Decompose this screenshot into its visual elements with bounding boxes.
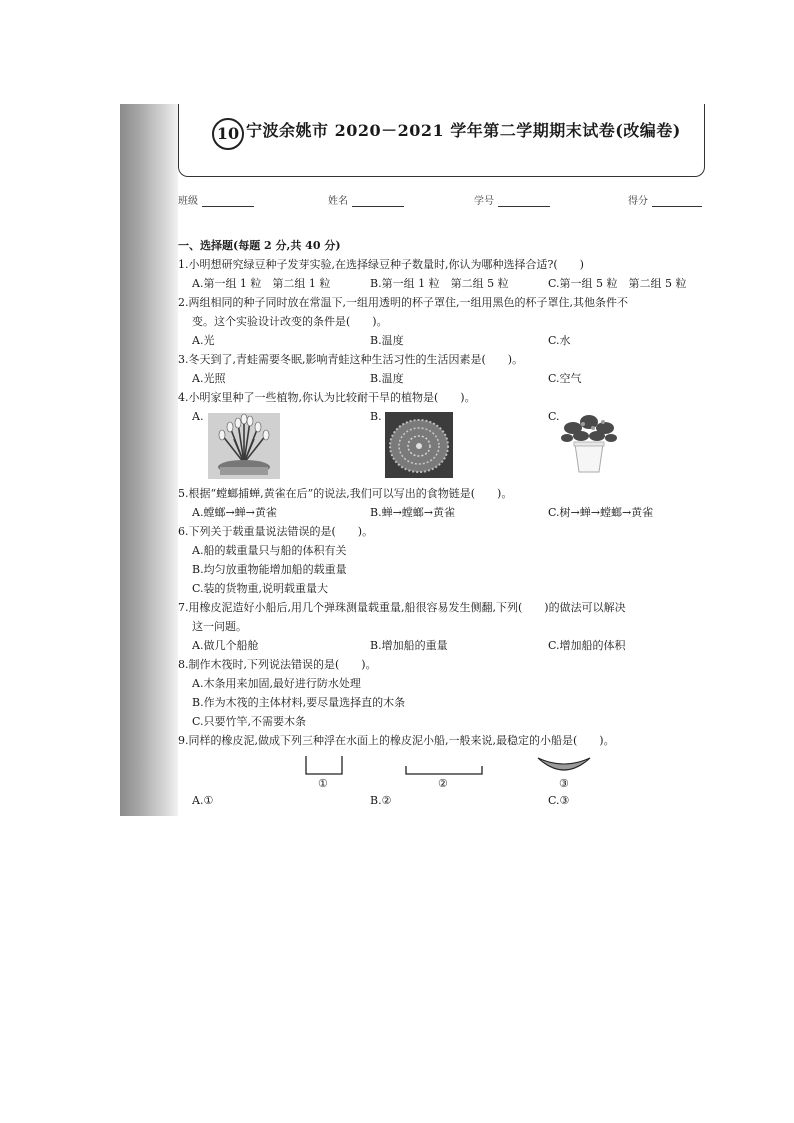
question-3-option-c: C.空气 bbox=[548, 372, 582, 385]
id-label: 学号 bbox=[474, 196, 494, 207]
question-7-stem-line1: 7.用橡皮泥造好小船后,用几个弹珠测量载重量,船很容易发生侧翻,下列( )的做法可以解决 bbox=[178, 601, 626, 614]
question-6-option-b: B.均匀放重物能增加船的载重量 bbox=[192, 563, 347, 576]
question-2-stem-line2: 变。这个实验设计改变的条件是( )。 bbox=[192, 315, 388, 328]
question-1-option-b: B.第一组 1 粒 第二组 5 粒 bbox=[370, 277, 509, 290]
potted-plant-image bbox=[559, 410, 619, 474]
question-5-stem: 5.根据“螳螂捕蝉,黄雀在后”的说法,我们可以写出的食物链是( )。 bbox=[178, 487, 513, 500]
boat-1-label: ① bbox=[318, 777, 328, 790]
class-blank bbox=[202, 197, 254, 207]
boat-2-shape bbox=[406, 766, 482, 774]
question-4-stem: 4.小明家里种了一些植物,你认为比较耐干旱的植物是( )。 bbox=[178, 391, 476, 404]
score-label: 得分 bbox=[628, 196, 648, 207]
question-7-option-b: B.增加船的重量 bbox=[370, 639, 448, 652]
question-4-option-c: C. bbox=[548, 410, 560, 423]
question-2-option-a: A.光 bbox=[192, 334, 215, 347]
class-field bbox=[178, 192, 254, 207]
flower-plant-image bbox=[208, 413, 280, 479]
question-1-option-c: C.第一组 5 粒 第二组 5 粒 bbox=[548, 277, 687, 290]
question-7-option-c: C.增加船的体积 bbox=[548, 639, 626, 652]
boat-diagrams bbox=[300, 752, 640, 782]
question-8-stem: 8.制作木筏时,下列说法错误的是( )。 bbox=[178, 658, 377, 671]
question-3-stem: 3.冬天到了,青蛙需要冬眠,影响青蛙这种生活习性的生活因素是( )。 bbox=[178, 353, 524, 366]
question-2-option-c: C.水 bbox=[548, 334, 571, 347]
paper-number: 10 bbox=[212, 118, 244, 150]
question-9-option-c: C.③ bbox=[548, 794, 570, 807]
question-5-option-b: B.蝉→螳螂→黄雀 bbox=[370, 506, 456, 519]
question-4-option-a: A. bbox=[192, 410, 204, 423]
question-5-option-a: A.螳螂→蝉→黄雀 bbox=[192, 506, 277, 519]
question-6-option-c: C.装的货物重,说明载重量大 bbox=[192, 582, 329, 595]
question-8-option-c: C.只要竹竿,不需要木条 bbox=[192, 715, 307, 728]
question-3-option-b: B.温度 bbox=[370, 372, 404, 385]
name-label: 姓名 bbox=[328, 196, 348, 207]
question-5-option-c: C.树→蝉→螳螂→黄雀 bbox=[548, 506, 654, 519]
class-label: 班级 bbox=[178, 196, 198, 207]
paper-title: 宁波余姚市 2020－2021 学年第二学期期末试卷(改编卷) bbox=[246, 121, 681, 140]
cactus-image bbox=[385, 412, 453, 478]
question-9-option-b: B.② bbox=[370, 794, 392, 807]
question-2-option-b: B.温度 bbox=[370, 334, 404, 347]
question-6-stem: 6.下列关于载重量说法错误的是( )。 bbox=[178, 525, 374, 538]
question-9-stem: 9.同样的橡皮泥,做成下列三种浮在水面上的橡皮泥小船,一般来说,最稳定的小船是( )。 bbox=[178, 734, 615, 747]
question-1-stem: 1.小明想研究绿豆种子发芽实验,在选择绿豆种子数量时,你认为哪种选择合适?( ) bbox=[178, 258, 584, 271]
score-blank bbox=[652, 197, 702, 207]
question-1-option-a: A.第一组 1 粒 第二组 1 粒 bbox=[192, 277, 331, 290]
question-9-option-a: A.① bbox=[192, 794, 214, 807]
question-7-stem-line2: 这一问题。 bbox=[192, 620, 247, 633]
id-field bbox=[474, 192, 550, 207]
question-3-option-a: A.光照 bbox=[192, 372, 226, 385]
boat-3-label: ③ bbox=[559, 777, 569, 790]
question-8-option-a: A.木条用来加固,最好进行防水处理 bbox=[192, 677, 361, 690]
boat-3-shape bbox=[538, 758, 590, 770]
question-7-option-a: A.做几个船舱 bbox=[192, 639, 259, 652]
question-8-option-b: B.作为木筏的主体材料,要尽量选择直的木条 bbox=[192, 696, 406, 709]
question-2-stem-line1: 2.两组相同的种子同时放在常温下,一组用透明的杯子罩住,一组用黑色的杯子罩住,其他条件不 bbox=[178, 296, 628, 309]
boat-1-shape bbox=[306, 756, 342, 774]
section-title: 一、选择题(每题 2 分,共 40 分) bbox=[178, 239, 341, 252]
score-field bbox=[628, 192, 702, 207]
question-4-option-b: B. bbox=[370, 410, 382, 423]
id-blank bbox=[498, 197, 550, 207]
boat-2-label: ② bbox=[438, 777, 448, 790]
name-blank bbox=[352, 197, 404, 207]
question-6-option-a: A.船的载重量只与船的体积有关 bbox=[192, 544, 347, 557]
name-field bbox=[328, 192, 404, 207]
